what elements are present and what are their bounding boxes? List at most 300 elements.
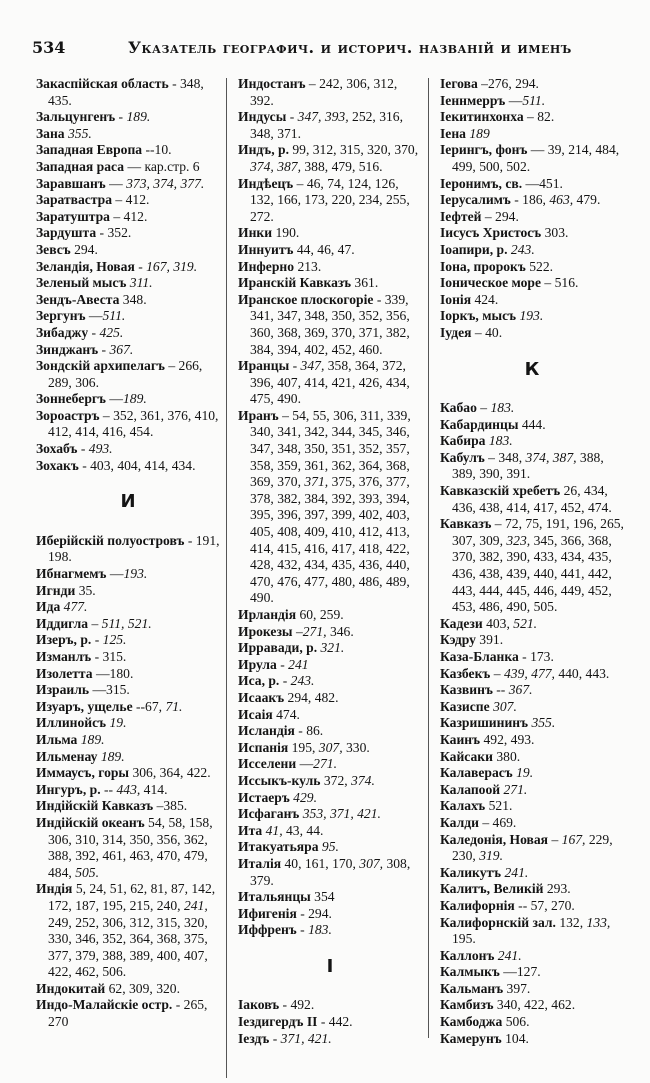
entry-refs: -- xyxy=(100,781,117,797)
index-entry xyxy=(36,997,220,1030)
entry-term: Кабира xyxy=(440,433,486,449)
index-entry xyxy=(440,242,624,259)
entry-refs-italic: 167, xyxy=(561,831,586,847)
entry-refs-tail: 388, 479, 516. xyxy=(300,158,383,174)
entry-refs-tail: 479. xyxy=(573,192,601,208)
entry-term: Индійскій Кавказъ xyxy=(36,798,154,814)
entry-refs: - xyxy=(289,358,301,374)
entry-term: Изуаръ, ущелье xyxy=(36,698,133,714)
entry-refs-italic: 307. xyxy=(489,698,517,714)
entry-term: Индія xyxy=(36,881,73,897)
index-entry xyxy=(238,292,422,358)
entry-refs: – 46, 74, 124, 126, 132, 166, 173, 220, 234, 255, 272. xyxy=(250,175,410,224)
entry-refs: –385. xyxy=(153,798,188,814)
entry-refs: - xyxy=(115,109,124,125)
entry-term: Индусы xyxy=(238,109,287,125)
entry-refs-italic: 521. xyxy=(513,615,538,631)
index-entry xyxy=(36,782,220,799)
entry-term: Исаія xyxy=(238,706,273,722)
entry-term: Кабао xyxy=(440,400,477,416)
entry-refs-italic: 463, xyxy=(549,192,574,208)
index-entry xyxy=(36,192,220,209)
index-entry xyxy=(238,839,422,856)
entry-refs-italic: 355. xyxy=(64,125,92,141)
entry-term: Ифигенія xyxy=(238,905,297,921)
entry-term: Іегова xyxy=(440,76,478,91)
index-entry xyxy=(440,881,624,898)
index-entry xyxy=(36,275,220,292)
entry-term: Калапоой xyxy=(440,781,501,797)
entry-refs: 62, 309, 320. xyxy=(105,980,180,996)
index-entry xyxy=(440,749,624,766)
entry-term: Ингуръ, р. xyxy=(36,781,101,797)
entry-term: Зевсъ xyxy=(36,241,71,257)
index-entry xyxy=(36,533,220,566)
entry-term: Іона, пророкъ xyxy=(440,258,526,274)
entry-refs: 361. xyxy=(351,275,379,291)
entry-term: Іоркъ, мысъ xyxy=(440,308,517,324)
index-entry xyxy=(440,682,624,699)
entry-refs: 104. xyxy=(501,1030,529,1046)
index-entry xyxy=(238,408,422,607)
entry-refs: - 191, 198. xyxy=(48,532,220,565)
index-entry xyxy=(238,922,422,939)
index-entry xyxy=(440,782,624,799)
entry-term: Ильменау xyxy=(36,748,98,764)
index-entry xyxy=(36,358,220,391)
entry-refs: – xyxy=(88,615,102,631)
entry-refs-italic: 439, 477, xyxy=(503,665,555,681)
entry-term: Зеландія, Новая xyxy=(36,258,135,274)
entry-refs-italic: 41, xyxy=(262,822,283,838)
index-entry xyxy=(36,649,220,666)
index-entry xyxy=(238,275,422,292)
entry-refs: – 72, 75, 191, 196, 265, 307, 309, xyxy=(452,516,624,548)
entry-refs-italic: 353, 371, 421. xyxy=(299,806,381,822)
entry-term: Закаспійская область xyxy=(36,76,169,91)
index-entry xyxy=(440,192,624,209)
index-entry xyxy=(36,109,220,126)
index-entry xyxy=(440,964,624,981)
entry-refs-italic: 373, 374, 377. xyxy=(126,175,205,191)
entry-refs: 348. xyxy=(119,291,147,307)
entry-term: Итальянцы xyxy=(238,889,311,905)
entry-refs-italic: 374, 387, xyxy=(525,449,577,465)
index-entry xyxy=(36,765,220,782)
entry-term: Ирула xyxy=(238,656,277,672)
index-entry xyxy=(238,109,422,142)
entry-term: Иммаусъ, горы xyxy=(36,765,130,781)
index-entry xyxy=(36,225,220,242)
entry-refs: - xyxy=(88,324,100,340)
entry-refs-italic: 71. xyxy=(165,698,183,714)
index-entry xyxy=(238,707,422,724)
index-entry xyxy=(440,632,624,649)
entry-refs: —451. xyxy=(522,175,563,191)
index-entry xyxy=(440,815,624,832)
entry-term: Калифорнскій зал. xyxy=(440,914,556,930)
entry-refs-italic: 183. xyxy=(490,400,515,416)
entry-refs-italic: 189. xyxy=(77,731,105,747)
entry-term: Кэдру xyxy=(440,632,476,648)
index-entry xyxy=(440,292,624,309)
index-entry xyxy=(440,516,624,616)
entry-term: Заратуштра xyxy=(36,208,110,224)
entry-refs: — 39, 214, 484, 499, 500, 502. xyxy=(452,142,620,174)
index-entry xyxy=(238,856,422,889)
entry-term: Ибнагмемъ xyxy=(36,566,107,582)
entry-term: Іеронимъ, св. xyxy=(440,175,523,191)
entry-term: Зоннебергъ xyxy=(36,391,106,407)
entry-refs: 132, xyxy=(555,914,587,930)
index-entry xyxy=(36,209,220,226)
index-entry xyxy=(440,715,624,732)
entry-refs: - 315. xyxy=(91,649,127,664)
index-entry xyxy=(36,981,220,998)
entry-refs: 340, 422, 462. xyxy=(493,997,576,1013)
entry-refs: – 348, xyxy=(484,449,526,465)
index-entry xyxy=(238,756,422,773)
entry-refs-tail-italic: 319. xyxy=(479,848,503,864)
column-divider xyxy=(226,78,227,1078)
entry-refs: –276, 294. xyxy=(477,76,539,91)
entry-refs-italic: 189. xyxy=(122,391,147,407)
entry-term: Зана xyxy=(36,125,65,141)
entry-refs-tail: 358, 364, 372, 396, 407, 414, 421, 426, 434, 475, 490. xyxy=(250,358,410,407)
index-column-1 xyxy=(36,76,220,1031)
entry-refs-tail: 440, 443. xyxy=(554,665,610,681)
index-entry xyxy=(440,450,624,483)
entry-term: Калди xyxy=(440,814,479,830)
index-entry xyxy=(238,723,422,740)
index-entry xyxy=(36,325,220,342)
entry-refs-italic: 425. xyxy=(99,324,124,340)
entry-refs: - 186, xyxy=(510,192,550,208)
index-entry xyxy=(238,740,422,757)
entry-refs: - 352. xyxy=(96,225,132,241)
index-entry xyxy=(36,815,220,881)
index-entry xyxy=(36,259,220,276)
index-entry xyxy=(440,417,624,434)
entry-refs: - 294. xyxy=(296,905,332,921)
entry-refs-tail: 43, 44. xyxy=(282,822,324,838)
column-divider xyxy=(428,78,429,1038)
entry-refs-italic: 19. xyxy=(106,715,127,731)
entry-refs: – xyxy=(548,831,562,847)
entry-term: Иранъ xyxy=(238,407,279,423)
entry-term: Зохакъ xyxy=(36,457,79,473)
index-entry xyxy=(36,76,220,109)
index-entry xyxy=(36,632,220,649)
entry-refs-italic: 307, xyxy=(318,739,343,755)
index-entry xyxy=(440,898,624,915)
entry-term: Изманлъ xyxy=(36,649,92,664)
entry-term: Казбекъ xyxy=(440,665,491,681)
index-entry xyxy=(36,666,220,683)
index-entry xyxy=(440,209,624,226)
entry-refs: —315. xyxy=(89,682,130,698)
entry-refs: – 266, 289, 306. xyxy=(48,358,203,390)
entry-refs: - xyxy=(296,922,309,938)
section-letter: К xyxy=(524,358,540,380)
entry-refs-italic: 493. xyxy=(88,441,113,457)
index-entry xyxy=(440,948,624,965)
entry-refs-italic: 367. xyxy=(508,682,533,698)
entry-refs: 190. xyxy=(272,225,300,241)
entry-refs: 294. xyxy=(70,241,98,257)
entry-refs-italic: 241. xyxy=(494,947,522,963)
index-entry xyxy=(440,176,624,193)
index-entry xyxy=(440,109,624,126)
entry-refs: 522. xyxy=(525,258,554,274)
index-entry xyxy=(440,400,624,417)
index-entry xyxy=(238,142,422,175)
entry-refs: — xyxy=(296,756,314,772)
entry-refs-italic: 241. xyxy=(501,864,529,880)
section-letter: И xyxy=(120,491,136,513)
entry-refs-italic: 167, 319. xyxy=(146,258,198,274)
entry-refs: 294, 482. xyxy=(284,689,339,705)
entry-term: Іонія xyxy=(440,291,472,307)
index-entry xyxy=(440,997,624,1014)
entry-term: Зороастръ xyxy=(36,407,100,423)
entry-term: Индъ, р. xyxy=(238,142,289,158)
entry-term: Зинджанъ xyxy=(36,341,99,357)
entry-term: Іерусалимъ xyxy=(440,192,511,208)
index-entry xyxy=(440,798,624,815)
entry-term: Зендъ-Авеста xyxy=(36,291,120,307)
index-entry xyxy=(440,915,624,948)
index-entry xyxy=(238,640,422,657)
index-entry xyxy=(36,566,220,583)
entry-term: Кальманъ xyxy=(440,980,504,996)
index-entry xyxy=(238,690,422,707)
entry-term: Итакуатьяра xyxy=(238,839,319,855)
entry-term: Калмыкъ xyxy=(440,964,500,980)
index-entry xyxy=(440,732,624,749)
entry-term: Каинъ xyxy=(440,731,481,747)
entry-term: Іоапири, р. xyxy=(440,241,508,257)
entry-refs-tail: 345, 366, 368, 370, 382, 390, 433, 434, 435, 436, 438, 439, 440, 441, 442, 443, 444, 445, 446, 449, 452, 453, 486, 490, 505. xyxy=(452,532,612,615)
entry-term: Кабулъ xyxy=(440,449,485,465)
entry-term: Зальцунгенъ xyxy=(36,109,116,125)
entry-refs: — xyxy=(85,308,103,324)
index-entry xyxy=(440,981,624,998)
entry-refs-italic: 311. xyxy=(129,275,153,291)
index-entry xyxy=(440,225,624,242)
entry-term: Ида xyxy=(36,599,61,615)
index-entry xyxy=(238,997,422,1014)
entry-refs: 372, xyxy=(320,772,352,788)
entry-refs: — xyxy=(505,92,523,108)
entry-refs: -- xyxy=(492,682,509,698)
index-entry xyxy=(440,699,624,716)
entry-refs: – 352, 361, 376, 410, 412, 414, 416, 454. xyxy=(48,407,219,440)
entry-refs: 293. xyxy=(543,881,571,897)
entry-refs: - xyxy=(276,656,289,672)
entry-refs: 354 xyxy=(310,889,335,905)
entry-term: Инферно xyxy=(238,258,295,274)
index-entry xyxy=(440,1031,624,1048)
index-entry xyxy=(238,76,422,109)
entry-term: Испанія xyxy=(238,739,289,755)
entry-term: Камбоджа xyxy=(440,1014,503,1030)
entry-term: Зергунъ xyxy=(36,308,86,324)
index-entry xyxy=(238,889,422,906)
index-entry xyxy=(440,275,624,292)
index-entry xyxy=(440,76,624,93)
entry-refs: 303. xyxy=(541,225,569,241)
index-entry xyxy=(36,126,220,143)
index-entry xyxy=(238,657,422,674)
entry-refs-tail: 195. xyxy=(452,931,476,947)
entry-refs: - 492. xyxy=(279,997,315,1013)
entry-refs-italic: 347, 393, xyxy=(297,109,349,125)
entry-term: Ита xyxy=(238,822,263,838)
index-entry xyxy=(238,823,422,840)
page-header xyxy=(32,38,592,60)
entry-refs: - 339, 341, 347, 348, 350, 352, 356, 360, 368, 369, 370, 371, 382, 384, 394, 402, 452, 460. xyxy=(250,291,410,357)
entry-refs: -- 57, 270. xyxy=(514,897,575,913)
entry-term: Исфаганъ xyxy=(238,806,300,822)
index-entry xyxy=(440,483,624,516)
entry-refs-italic: 511. xyxy=(102,308,126,324)
entry-term: Іудея xyxy=(440,324,472,340)
entry-term: Каллонъ xyxy=(440,947,495,963)
index-entry xyxy=(238,607,422,624)
entry-refs: 397. xyxy=(503,980,531,996)
entry-refs-italic: 193. xyxy=(516,308,544,324)
entry-term: Западная Европа xyxy=(36,142,143,158)
entry-term: Каледонія, Новая xyxy=(440,831,549,847)
entry-refs: - 403, 404, 414, 434. xyxy=(78,457,196,473)
entry-term: Исландія xyxy=(238,723,295,739)
entry-refs-italic: 189. xyxy=(123,109,151,125)
running-title: Указатель географич. и историч. названій и именъ xyxy=(128,38,572,57)
index-entry xyxy=(440,308,624,325)
entry-refs: - xyxy=(286,109,298,125)
entry-term: Іекитинхонха xyxy=(440,109,524,125)
entry-refs-italic: 477. xyxy=(60,599,88,615)
entry-refs: 54, 58, 158, 306, 310, 314, 350, 356, 362, 388, 392, 461, 463, 470, 479, 484, xyxy=(48,814,213,880)
section-letter: I xyxy=(326,955,334,977)
index-entry xyxy=(440,865,624,882)
entry-refs: 521. xyxy=(485,798,513,814)
entry-refs: – xyxy=(292,623,303,639)
entry-term: Зеленый мысъ xyxy=(36,275,127,291)
entry-term: Иранское плоскогоріе xyxy=(238,291,374,307)
entry-refs: — xyxy=(106,566,124,582)
entry-term: Казиспе xyxy=(440,698,490,714)
entry-term: Каликутъ xyxy=(440,864,502,880)
entry-refs: 35. xyxy=(75,582,96,598)
entry-refs: 380. xyxy=(492,748,521,764)
entry-refs: - 265, 270 xyxy=(48,997,208,1030)
entry-term: Иффренъ xyxy=(238,922,297,938)
entry-term: Ирокезы xyxy=(238,623,293,639)
entry-refs: 195, xyxy=(288,739,319,755)
index-entry xyxy=(440,1014,624,1031)
entry-term: Иннуитъ xyxy=(238,241,294,257)
entry-refs-italic: 355. xyxy=(528,715,556,731)
entry-refs-italic: 443, xyxy=(116,781,141,797)
entry-refs: — xyxy=(105,391,123,407)
entry-refs-italic: 243. xyxy=(290,673,315,689)
entry-term: Иберійскій полуостровъ xyxy=(36,532,185,548)
index-entry xyxy=(238,806,422,823)
index-entry xyxy=(440,259,624,276)
entry-term: Калитъ, Великій xyxy=(440,881,544,897)
index-entry xyxy=(36,599,220,616)
entry-term: Индо-Малайскіе остр. xyxy=(36,997,173,1013)
entry-term: Казришининъ xyxy=(440,715,529,731)
index-entry xyxy=(36,142,220,159)
entry-term: Каза-Бланка xyxy=(440,649,519,664)
entry-refs-italic: 241 xyxy=(288,656,309,672)
entry-refs-italic: 371, xyxy=(304,474,329,490)
entry-refs-italic: 125. xyxy=(102,632,127,648)
index-entry xyxy=(238,624,422,641)
index-column-2 xyxy=(238,76,422,1047)
entry-refs-italic: 429. xyxy=(289,789,317,805)
entry-refs: - 173. xyxy=(518,649,554,664)
index-entry xyxy=(440,433,624,450)
entry-refs: 506. xyxy=(502,1014,530,1030)
index-entry xyxy=(36,798,220,815)
entry-refs: 213. xyxy=(294,258,322,274)
entry-refs: — кар.стр. 6 xyxy=(124,158,200,174)
entry-term: Камерунъ xyxy=(440,1030,502,1046)
entry-refs-italic: 19. xyxy=(512,765,534,781)
entry-term: Іена xyxy=(440,125,466,141)
entry-term: Индѣецъ xyxy=(238,175,294,191)
entry-refs-italic: 367. xyxy=(109,341,134,357)
entry-refs: 424. xyxy=(471,291,499,307)
index-entry xyxy=(440,832,624,865)
entry-term: Западная раса xyxy=(36,158,125,174)
entry-refs-italic: 243. xyxy=(507,241,535,257)
entry-refs-tail: 229, 230, xyxy=(452,831,613,864)
entry-term: Кабардинцы xyxy=(440,416,519,432)
entry-term: Инки xyxy=(238,225,273,241)
index-entry xyxy=(36,583,220,600)
index-entry xyxy=(36,408,220,441)
entry-refs-italic: 271. xyxy=(313,756,337,772)
entry-refs-italic: 95. xyxy=(318,839,339,855)
entry-refs: – 294. xyxy=(481,208,519,224)
entry-refs: - xyxy=(134,258,147,274)
index-entry xyxy=(440,765,624,782)
entry-term: Іаковъ xyxy=(238,997,280,1013)
entry-refs: --67, xyxy=(132,698,166,714)
entry-term: Кавказъ xyxy=(440,516,492,532)
index-entry xyxy=(36,342,220,359)
entry-refs: 5, 24, 51, 62, 81, 87, 142, 172, 187, 195, 215, 240, xyxy=(48,881,216,913)
entry-refs: - xyxy=(98,341,110,357)
entry-refs-italic: 321. xyxy=(317,640,345,656)
entry-refs: 26, 434, 436, 438, 414, 417, 452, 474. xyxy=(452,483,612,515)
entry-refs-italic: 307, xyxy=(359,855,384,871)
index-entry xyxy=(36,176,220,193)
entry-refs: - 348, 435. xyxy=(48,76,204,108)
index-entry xyxy=(238,225,422,242)
entry-refs: 403, xyxy=(482,615,514,631)
entry-refs-tail: 308, 379. xyxy=(250,855,411,888)
index-entry xyxy=(36,749,220,766)
entry-refs-italic: 511. xyxy=(522,92,546,108)
entry-refs-tail: 330. xyxy=(342,739,370,755)
index-entry xyxy=(36,699,220,716)
